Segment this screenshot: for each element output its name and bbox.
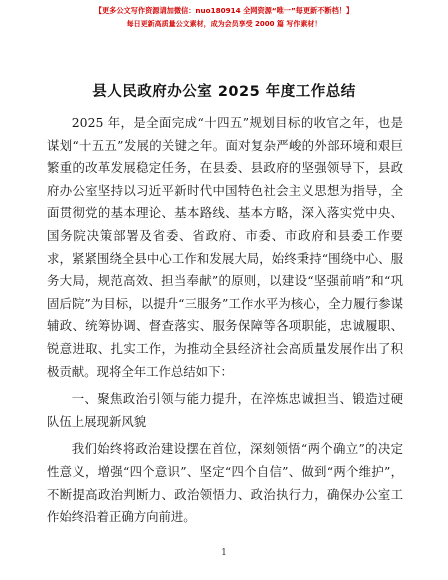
- promo-banner-line-2: 每日更新高质量公文素材，成为会员享受 2000 篇 写作素材！: [126, 20, 322, 28]
- promo-banner: [0, 4, 448, 31]
- document-body: [47, 112, 403, 529]
- page-number: 1: [221, 548, 227, 558]
- section-heading-1: 一、聚焦政治引领与能力提升，在淬炼忠诚担当、锻造过硬队伍上展现新风貌: [47, 391, 403, 429]
- promo-banner-line-1: 【更多公文写作资源请加微信：nuo180914 全网资源“唯一”每更新不断档！】: [94, 6, 354, 15]
- intro-paragraph: 2025 年，是全面完成“十四五”规划目标的收官之年，也是谋划“十五五”发展的关键之年。面对复杂严峻的外部环境和艰巨繁重的改革发展稳定任务，在县委、县政府的坚强领导下，县政府办公室坚持以习近平新时代中国特色社会主义思想为指导，全面贯彻党的基本理论、基本路线、基本方略，深入落实党中央、国务院决策部署及省委、省政府、市委、市政府和县委工作要求，紧紧围绕全县中心工作和发展大局，始终秉持“围绕中心、服务大局，规范高效、担当奉献”的原则，以建设“坚强前哨”和“巩固后院”为目标，以提升“三服务”工作水平为核心，全力履行参谋辅政、统筹协调、督查落实、服务保障等各项职能，忠诚履职、锐意进取、扎实工作，为推动全县经济社会高质量发展作出了积极贡献。现将全年工作总结如下：: [47, 115, 403, 379]
- section-paragraph-1: 我们始终将政治建设摆在首位，深刻领悟“两个确立”的决定性意义，增强“四个意识”、坚定“四个自信”、做到“两个维护”，不断提高政治判断力、政治领悟力、政治执行力，确保办公室工作始终沿着正确方向前进。: [47, 441, 403, 525]
- document-title: 县人民政府办公室 2025 年度工作总结: [92, 84, 356, 100]
